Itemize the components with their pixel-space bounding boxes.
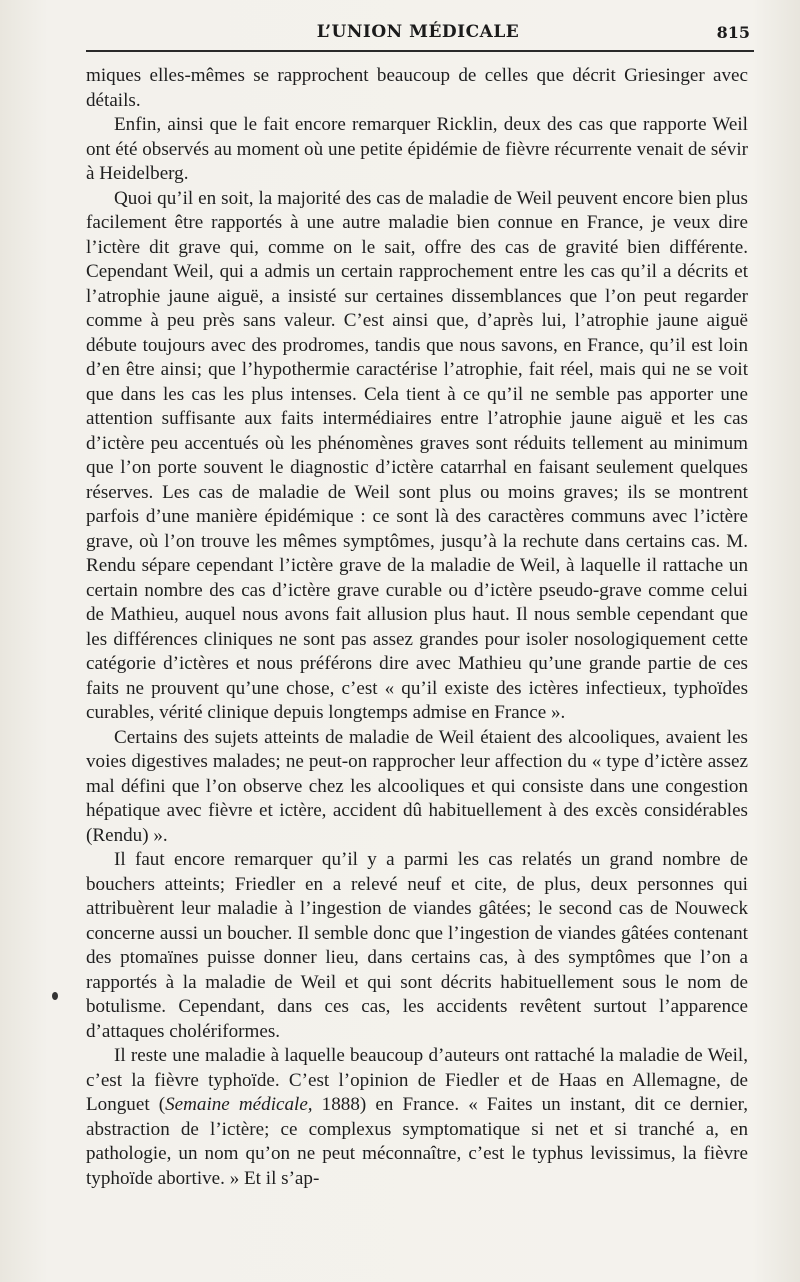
running-title: L’UNION MÉDICALE	[316, 22, 520, 42]
paragraph	[86, 1044, 748, 1191]
margin-mark	[52, 992, 58, 1000]
page-number: 815	[716, 23, 750, 42]
paragraph: Quoi qu’il en soit, la majorité des cas de maladie de Weil peuvent encore bien plus facilement être rapportés à une autre maladie bien connue en France, je veux dire l’ictère dit grave qui, comme on le sait, offre des cas de gravité bien différente. Cependant Weil, qui a admis un certain rapprochement entre les cas qu’il a décrits et l’atrophie jaune aiguë, a insisté sur certaines dissemblances que l’on peut regarder comme à peu près sans valeur. C’est ainsi que, d’après lui, l’atrophie jaune aiguë débute toujours avec des prodromes, tandis que nous savons, en France, qu’il est loin d’en être ainsi; que l’hypothermie caractérise l’atrophie, fait réel, mais qui ne se voit que dans les cas les plus intenses. Cela tient à ce qu’il ne semble pas apporter une attention suffisante aux faits intermédiaires entre l’atrophie jaune aiguë et les cas d’ictère peu accentués où les phénomènes graves sont réduits tellement au minimum que l’on porte souvent le diagnostic d’ictère catarrhal en faisant seulement quelques réserves. Les cas de maladie de Weil sont plus ou moins graves; ils se montrent parfois d’une manière épidémique : ce sont là des caractères communs avec l’ictère grave, où l’on trouve les mêmes symptômes, jusqu’à la rechute dans certains cas. M. Rendu sépare cependant l’ictère grave de la maladie de Weil, à laquelle il rattache un certain nombre des cas d’ictère grave curable ou d’ictère pseudo-grave comme celui de Mathieu, auquel nous avons fait allusion plus haut. Il nous semble cependant que les différences cliniques ne sont pas assez grandes pour isoler nosologiquement cette catégorie d’ictères et nous préférons dire avec Mathieu qu’une grande partie de ces faits ne prouvent qu’une chose, c’est « qu’il existe des ictères infectieux, typhoïdes curables, vérité clinique depuis longtemps admise en France ».	[86, 187, 748, 723]
body-text	[86, 64, 748, 1191]
paragraph-text: Il reste une maladie à laquelle beaucoup d’auteurs ont rattaché la maladie de Weil, c’est la fièvre typhoïde. C’est l’opinion de Fiedler et de Haas en Allemagne, de Longuet (	[86, 1045, 748, 1115]
running-head	[86, 22, 750, 46]
header-rule	[86, 50, 754, 52]
paragraph-continued: miques elles-mêmes se rapprochent beaucoup de celles que décrit Griesinger avec détails.	[86, 65, 748, 111]
paragraph: Certains des sujets atteints de maladie de Weil étaient des alcooliques, avaient les voies digestives malades; ne peut-on rapprocher leur affection du « type d’ictère assez mal défini que l’on observe chez les alcooliques et qui consiste dans une congestion hépatique avec fièvre et ictère, accident dû habituellement à des excès considérables (Rendu) ».	[86, 726, 748, 846]
paragraph: Enfin, ainsi que le fait encore remarquer Ricklin, deux des cas que rapporte Weil ont été observés au moment où une petite épidémie de fièvre récurrente venait de sévir à Heidelberg.	[86, 114, 748, 184]
paragraph: Il faut encore remarquer qu’il y a parmi les cas relatés un grand nombre de bouchers atteints; Friedler en a relevé neuf et cite, de plus, deux personnes qui attribuèrent leur maladie à l’ingestion de viandes gâtées; le second cas de Nouweck concerne aussi un boucher. Il semble donc que l’ingestion de viandes gâtées contenant des ptomaïnes puisse donner lieu, dans certains cas, à des symptômes que l’on a rapportés à la maladie de Weil et qui sont décrits habituellement sous le nom de botulisme. Cependant, dans ces cas, les accidents revêtent surtout l’apparence d’attaques cholériformes.	[86, 849, 748, 1042]
journal-title: Semaine médicale,	[165, 1094, 313, 1115]
paragraph-text: 1888) en France. « Faites un instant, dit ce dernier, abstraction de l’ictère; ce complexus symptomatique si net et si tranché a, en pathologie, un nom qu’on ne peut méconnaître, c’est le typhus levissimus, la fièvre typhoïde abortive. » Et il s’ap-	[86, 1094, 748, 1189]
